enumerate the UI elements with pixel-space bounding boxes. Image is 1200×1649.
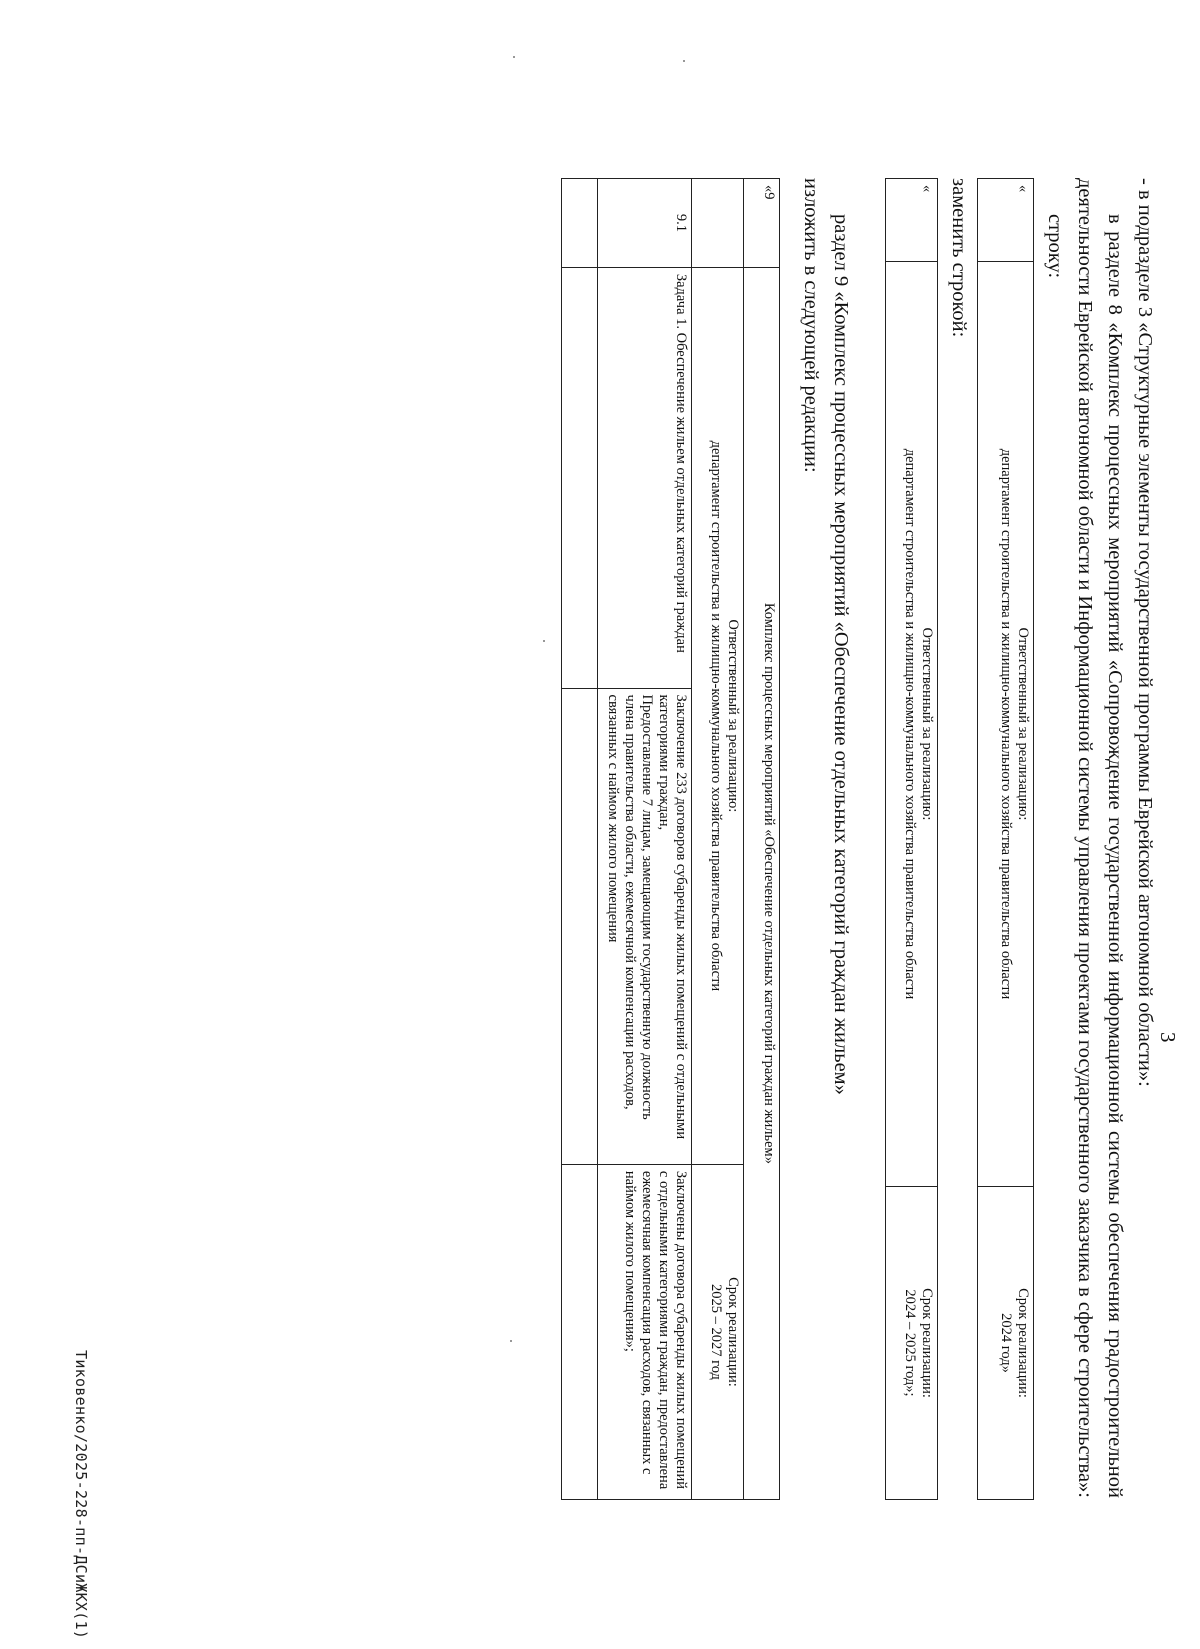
responsible-cell [692, 267, 744, 1164]
period-cell [978, 1187, 1034, 1500]
expected-result-2: Предоставление 7 лицам, замещающим государственную должность члена правительства области, ежемесячной компенсации расходов, связанных с наймом жилого помещения [605, 694, 655, 1120]
section-number-cell: «9 [744, 179, 780, 268]
empty-cell [562, 267, 598, 688]
table-original-row [977, 178, 1034, 1500]
intro-line-3: строку: [1044, 214, 1066, 279]
responsible-cell [886, 262, 938, 1187]
replace-paragraph [944, 178, 974, 1498]
responsible-cell [978, 262, 1034, 1187]
expected-result-1: Заключение 233 договоров субаренды жилых помещений с отдельными категориями граждан, [656, 694, 689, 1140]
department-name: департамент строительства и жилищно-коммунального хозяйства правительства области [708, 440, 724, 992]
department-name: департамент строительства и жилищно-коммунального хозяйства правительства области [902, 448, 918, 1000]
section-line-1: раздел 9 «Комплекс процессных мероприятий «Обеспечение отдельных категорий граждан жильем» [830, 214, 852, 1095]
period-label: Срок реализации: [1015, 1288, 1031, 1398]
period-value: 2024 – 2025 год»; [902, 1289, 918, 1397]
empty-cell [562, 1164, 598, 1499]
empty-cell [562, 179, 598, 268]
section-paragraph [826, 178, 856, 1498]
replace-text: заменить строкой: [948, 178, 970, 338]
table-section-9 [561, 178, 780, 1500]
quote-cell: « [978, 179, 1034, 262]
expected-result-cell [598, 688, 692, 1164]
quote-cell: « [886, 179, 938, 262]
period-cell [886, 1187, 938, 1500]
result-cell: Заключены договора субаренды жилых помещений с отдельными категориями граждан, предоставлена ежемесячная компенсация расходов, связанных с наймом жилого помещения»; [598, 1164, 692, 1499]
department-name: департамент строительства и жилищно-коммунального хозяйства правительства области [998, 448, 1014, 1000]
responsible-label: Ответственный за реализацию: [725, 619, 741, 813]
section-line-2: изложить в следующей редакции: [800, 178, 822, 473]
row-number-cell: 9.1 [598, 179, 692, 268]
section-title-cell: Комплекс процессных мероприятий «Обеспечение отдельных категорий граждан жильем» [744, 267, 780, 1499]
period-cell [692, 1164, 744, 1499]
period-label: Срок реализации: [725, 1277, 741, 1387]
responsible-label: Ответственный за реализацию: [919, 627, 935, 821]
page-number: 3 [1156, 1032, 1180, 1043]
intro-paragraph-3 [1040, 214, 1070, 1534]
responsible-label: Ответственный за реализацию: [1015, 627, 1031, 821]
task-cell: Задача 1. Обеспечение жильем отдельных категорий граждан [598, 267, 692, 688]
empty-cell [562, 688, 598, 1164]
document-footer-id: Тиковенко/2025-228-пп-ДСиЖКХ(1) [72, 1350, 90, 1640]
section-paragraph-2 [796, 178, 826, 1498]
period-value: 2025 – 2027 год [708, 1283, 724, 1380]
empty-cell [692, 179, 744, 268]
table-replacement-row [885, 178, 938, 1500]
intro-paragraph-1 [1130, 178, 1160, 1498]
period-label: Срок реализации: [919, 1288, 935, 1398]
intro-line-1: - в подразделе 3 «Структурные элементы государственной программы Еврейской автономной области»: [1134, 178, 1156, 1087]
intro-paragraph-2 [1070, 178, 1130, 1498]
intro-line-2: в разделе 8 «Комплекс процессных мероприятий «Сопровождение государственной информационной системы обеспечения градостроительной деятельности Еврейской автономной области и Информационной системы управления проектами государственного заказчика в сфере строительства»: [1074, 178, 1126, 1499]
period-value: 2024 год» [998, 1313, 1014, 1373]
